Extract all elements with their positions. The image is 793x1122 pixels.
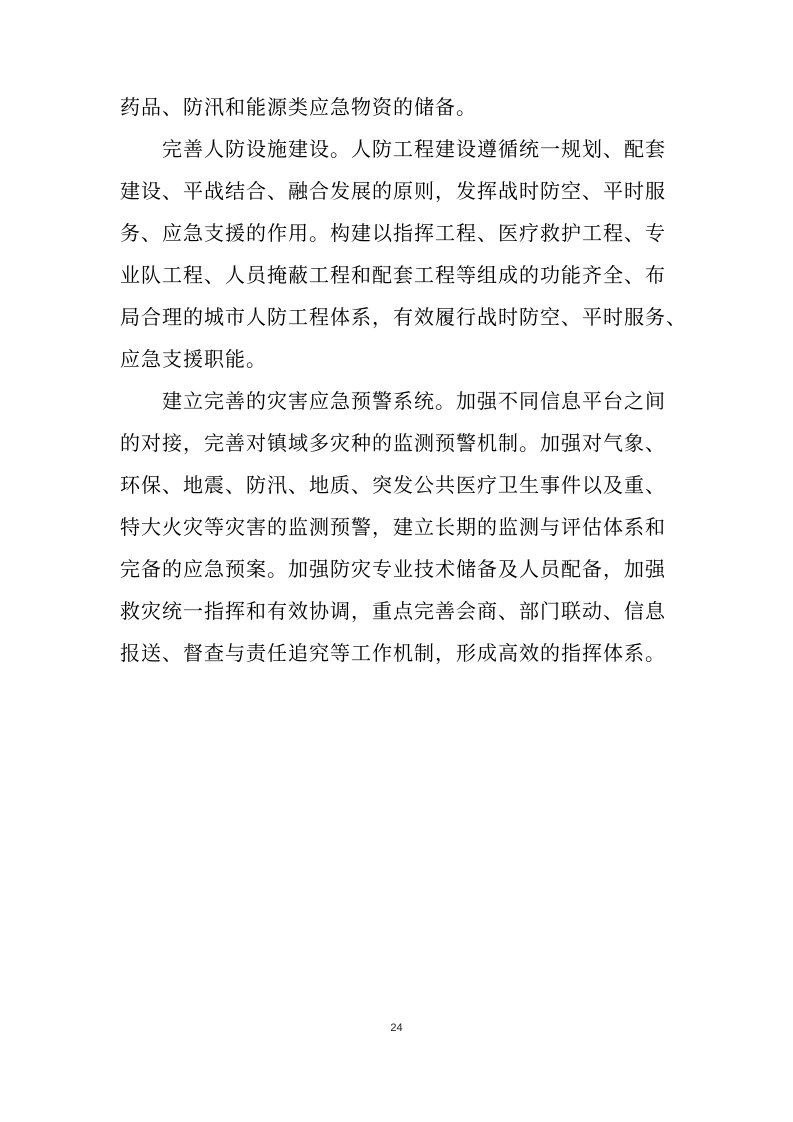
text-line: 药品、防汛和能源类应急物资的储备。 — [120, 95, 477, 119]
text-line: 建立完善的灾害应急预警系统。加强不同信息平台之间 — [120, 389, 666, 413]
body-text — [120, 95, 687, 685]
text-line: 完备的应急预案。加强防灾专业技术储备及人员配备，加强 — [120, 557, 666, 581]
text-line: 的对接，完善对镇域多灾种的监测预警机制。加强对气象、 — [120, 431, 666, 455]
text-line: 特大火灾等灾害的监测预警，建立长期的监测与评估体系和 — [120, 515, 666, 539]
text-line: 局合理的城市人防工程体系，有效履行战时防空、平时服务、 — [120, 305, 687, 329]
text-line: 应急支援职能。 — [120, 347, 267, 371]
text-line: 完善人防设施建设。人防工程建设遵循统一规划、配套 — [120, 137, 666, 161]
text-line: 环保、地震、防汛、地质、突发公共医疗卫生事件以及重、 — [120, 473, 666, 497]
text-line: 建设、平战结合、融合发展的原则，发挥战时防空、平时服 — [120, 179, 666, 203]
text-line: 务、应急支援的作用。构建以指挥工程、医疗救护工程、专 — [120, 221, 666, 245]
page-number: 24 — [390, 1022, 403, 1034]
text-line: 业队工程、人员掩蔽工程和配套工程等组成的功能齐全、布 — [120, 263, 666, 287]
text-line: 救灾统一指挥和有效协调，重点完善会商、部门联动、信息 — [120, 599, 666, 623]
text-line: 报送、督查与责任追究等工作机制，形成高效的指挥体系。 — [120, 641, 666, 665]
